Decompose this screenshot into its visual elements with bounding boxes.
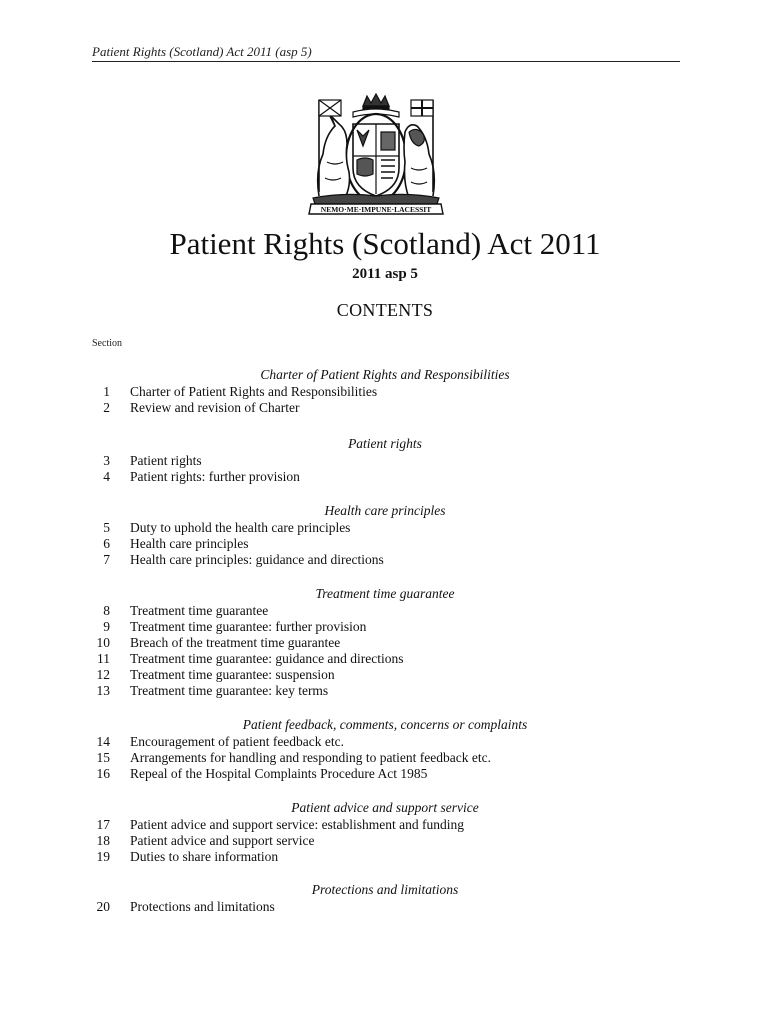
section-title: Charter of Patient Rights and Responsibilities <box>130 384 378 399</box>
toc-group <box>0 716 770 782</box>
section-number: 2 <box>103 400 110 415</box>
section-title: Treatment time guarantee: guidance and directions <box>130 651 404 666</box>
section-title: Duties to share information <box>130 849 279 864</box>
toc-entry[interactable] <box>0 536 770 552</box>
header-rule <box>92 61 680 62</box>
section-number: 3 <box>103 453 110 468</box>
toc-group <box>0 799 770 865</box>
section-title: Duty to uphold the health care principles <box>130 520 351 535</box>
toc-group <box>0 502 770 568</box>
section-title: Repeal of the Hospital Complaints Procedure Act 1985 <box>130 766 428 781</box>
toc-group <box>0 881 770 915</box>
section-title: Treatment time guarantee: further provision <box>130 619 367 634</box>
crest-motto: NEMO·ME·IMPUNE·LACESSIT <box>320 205 432 214</box>
section-number: 13 <box>96 683 110 698</box>
section-number: 7 <box>103 552 110 567</box>
toc-entry[interactable] <box>0 750 770 766</box>
toc-entry[interactable] <box>0 384 770 400</box>
toc-entry[interactable] <box>0 469 770 485</box>
section-column-label: Section <box>92 338 122 349</box>
section-title: Review and revision of Charter <box>130 400 300 415</box>
section-number: 14 <box>96 734 110 749</box>
toc-entry[interactable] <box>0 667 770 683</box>
toc-group-heading: Health care principles <box>324 503 446 518</box>
toc-group <box>0 366 770 416</box>
section-number: 8 <box>103 603 110 618</box>
section-title: Health care principles: guidance and directions <box>130 552 384 567</box>
toc-group-heading: Patient advice and support service <box>291 800 479 815</box>
toc-entry[interactable] <box>0 520 770 536</box>
toc-entry[interactable] <box>0 817 770 833</box>
section-number: 20 <box>96 899 110 914</box>
toc-entry[interactable] <box>0 766 770 782</box>
section-number: 18 <box>96 833 110 848</box>
section-title: Arrangements for handling and responding to patient feedback etc. <box>130 750 491 765</box>
section-number: 5 <box>103 520 110 535</box>
section-number: 9 <box>103 619 110 634</box>
toc-entry[interactable] <box>0 619 770 635</box>
section-number: 17 <box>96 817 110 832</box>
section-title: Patient rights: further provision <box>130 469 300 484</box>
toc-entry[interactable] <box>0 453 770 469</box>
toc-entry[interactable] <box>0 651 770 667</box>
toc-group-heading: Patient rights <box>348 436 422 451</box>
section-number: 1 <box>103 384 110 399</box>
section-number: 10 <box>96 635 110 650</box>
contents-heading: CONTENTS <box>336 300 434 320</box>
royal-arms-scotland-icon <box>305 92 447 218</box>
page-title: Patient Rights (Scotland) Act 2011 <box>169 226 601 261</box>
section-number: 11 <box>97 651 110 666</box>
section-title: Patient advice and support service: establishment and funding <box>130 817 465 832</box>
toc-entry[interactable] <box>0 734 770 750</box>
section-number: 6 <box>103 536 110 551</box>
toc-entry[interactable] <box>0 849 770 865</box>
toc-entry[interactable] <box>0 400 770 416</box>
toc-entry[interactable] <box>0 683 770 699</box>
section-number: 4 <box>103 469 110 484</box>
section-title: Patient rights <box>130 453 202 468</box>
section-number: 12 <box>96 667 110 682</box>
section-title: Encouragement of patient feedback etc. <box>130 734 345 749</box>
toc-entry[interactable] <box>0 899 770 915</box>
toc-group-heading: Patient feedback, comments, concerns or complaints <box>242 717 528 732</box>
toc-group-heading: Charter of Patient Rights and Responsibilities <box>260 367 510 382</box>
section-number: 19 <box>96 849 110 864</box>
toc-group <box>0 435 770 485</box>
section-number: 15 <box>96 750 110 765</box>
running-head: Patient Rights (Scotland) Act 2011 (asp 5) <box>92 44 312 59</box>
section-title: Health care principles <box>130 536 249 551</box>
section-title: Treatment time guarantee: key terms <box>130 683 329 698</box>
toc-entry[interactable] <box>0 635 770 651</box>
section-title: Protections and limitations <box>130 899 275 914</box>
section-number: 16 <box>96 766 110 781</box>
section-title: Treatment time guarantee <box>130 603 269 618</box>
section-title: Patient advice and support service <box>130 833 315 848</box>
toc-entry[interactable] <box>0 833 770 849</box>
toc-group-heading: Protections and limitations <box>311 882 459 897</box>
toc-entry[interactable] <box>0 552 770 568</box>
section-title: Breach of the treatment time guarantee <box>130 635 341 650</box>
asp-number: 2011 asp 5 <box>352 266 418 282</box>
toc-group <box>0 585 770 699</box>
section-title: Treatment time guarantee: suspension <box>130 667 335 682</box>
toc-entry[interactable] <box>0 603 770 619</box>
toc-group-heading: Treatment time guarantee <box>315 586 455 601</box>
